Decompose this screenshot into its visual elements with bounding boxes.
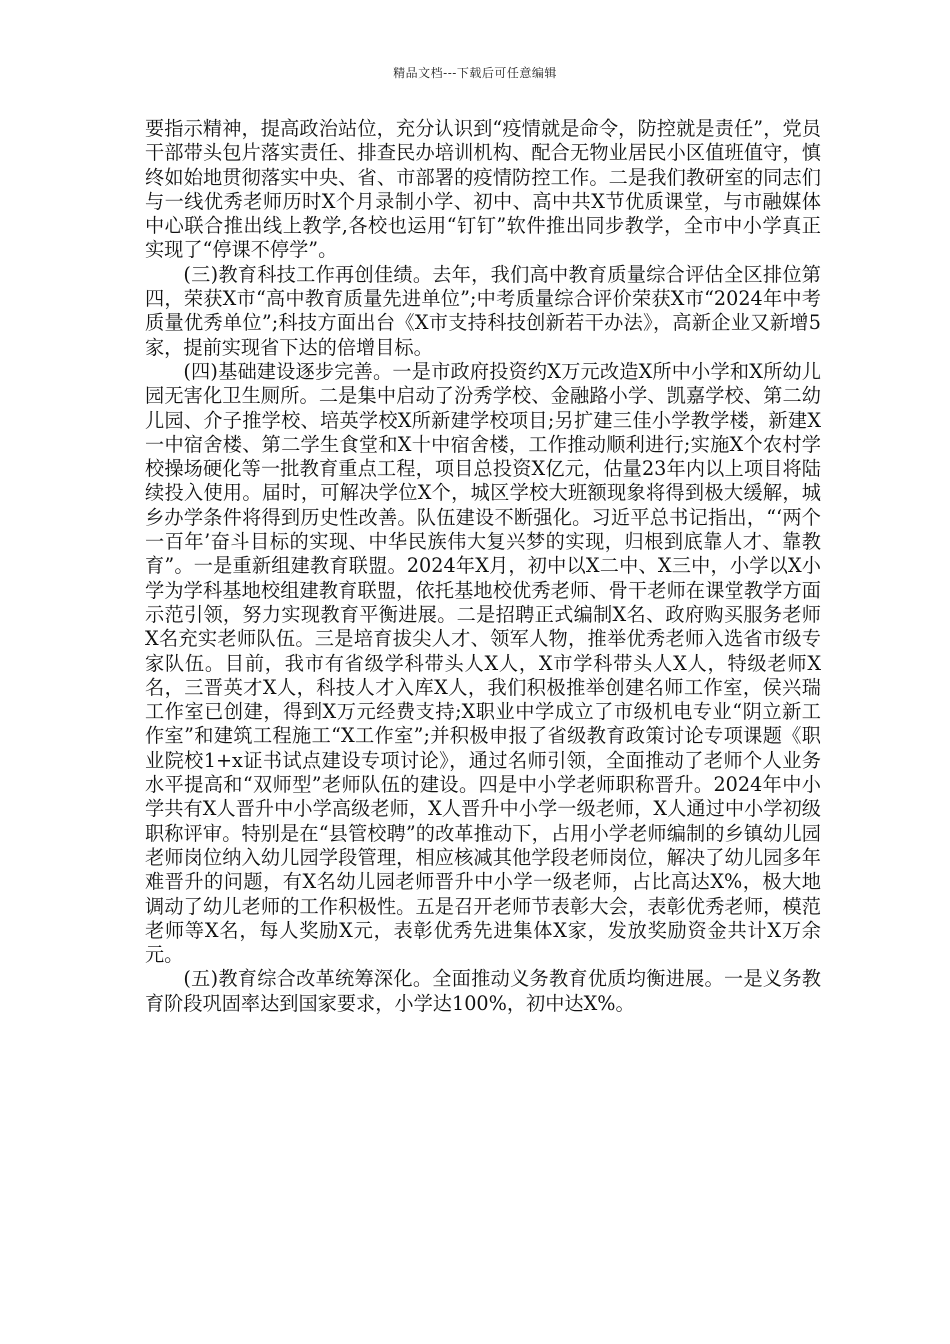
paragraph-education-technology: (三)教育科技工作再创佳绩。去年，我们高中教育质量综合评估全区排位第四，荣获X市“高中教育质量先进单位”;中考质量综合评价荣获X市“2024年中考质量优秀单位”;科技方面出台《X市支持科技创新若干办法》，高新企业又新增5家，提前实现省下达的倍增目标。: [145, 262, 821, 359]
paragraph-epidemic-response: 要指示精神，提高政治站位，充分认识到“疫情就是命令，防控就是责任”，党员干部带头包片落实责任、排查民办培训机构、配合无物业居民小区值班值守，慎终如始地贯彻落实中央、省、市部署的疫情防控工作。二是我们教研室的同志们与一线优秀老师历时X个月录制小学、初中、高中共X节优质课堂，与市融媒体中心联合推出线上教学,各校也运用“钉钉”软件推出同步教学，全市中小学真正实现了“停课不停学”。: [145, 117, 821, 262]
page-header: 精品文档---下载后可任意编辑: [393, 66, 557, 80]
document-body: [145, 117, 821, 1016]
paragraph-comprehensive-reform: (五)教育综合改革统筹深化。全面推动义务教育优质均衡进展。一是义务教育阶段巩固率达到国家要求，小学达100%，初中达X%。: [145, 967, 821, 1015]
paragraph-infrastructure: (四)基础建设逐步完善。一是市政府投资约X万元改造X所中小学和X所幼儿园无害化卫生厕所。二是集中启动了汾秀学校、金融路小学、凯嘉学校、第二幼儿园、介子推学校、培英学校X所新建学校项目;另扩建三佳小学教学楼，新建X一中宿舍楼、第二学生食堂和X十中宿舍楼，工作推动顺利进行;实施X个农村学校操场硬化等一批教育重点工程，项目总投资X亿元，估量23年内以上项目将陆续投入使用。届时，可解决学位X个，城区学校大班额现象将得到极大缓解，城乡办学条件将得到历史性改善。队伍建设不断强化。习近平总书记指出，“‘两个一百年’奋斗目标的实现、中华民族伟大复兴梦的实现，归根到底靠人才、靠教育”。一是重新组建教育联盟。2024年X月，初中以X二中、X三中，小学以X小学为学科基地校组建教育联盟，依托基地校优秀老师、骨干老师在课堂教学方面示范引领，努力实现教育平衡进展。二是招聘正式编制X名、政府购买服务老师X名充实老师队伍。三是培育拔尖人才、领军人物，推举优秀老师入选省市级专家队伍。目前，我市有省级学科带头人X人，X市学科带头人X人，特级老师X名，三晋英才X人，科技人才入库X人，我们积极推举创建名师工作室，侯兴瑞工作室已创建，得到X万元经费支持;X职业中学成立了市级机电专业“阴立新工作室”和建筑工程施工“X工作室”;并积极申报了省级教育政策讨论专项课题《职业院校1+x证书试点建设专项讨论》，通过名师引领，全面推动了老师个人业务水平提高和“双师型”老师队伍的建设。四是中小学老师职称晋升。2024年中小学共有X人晋升中小学高级老师，X人晋升中小学一级老师，X人通过中小学初级职称评审。特别是在“县管校聘”的改革推动下，占用小学老师编制的乡镇幼儿园老师岗位纳入幼儿园学段管理，相应核减其他学段老师岗位，解决了幼儿园多年难晋升的问题，有X名幼儿园老师晋升中小学一级老师，占比高达X%，极大地调动了幼儿老师的工作积极性。五是召开老师节表彰大会，表彰优秀老师，模范老师等X名，每人奖励X元，表彰优秀先进集体X家，发放奖励资金共计X万余元。: [145, 359, 821, 967]
